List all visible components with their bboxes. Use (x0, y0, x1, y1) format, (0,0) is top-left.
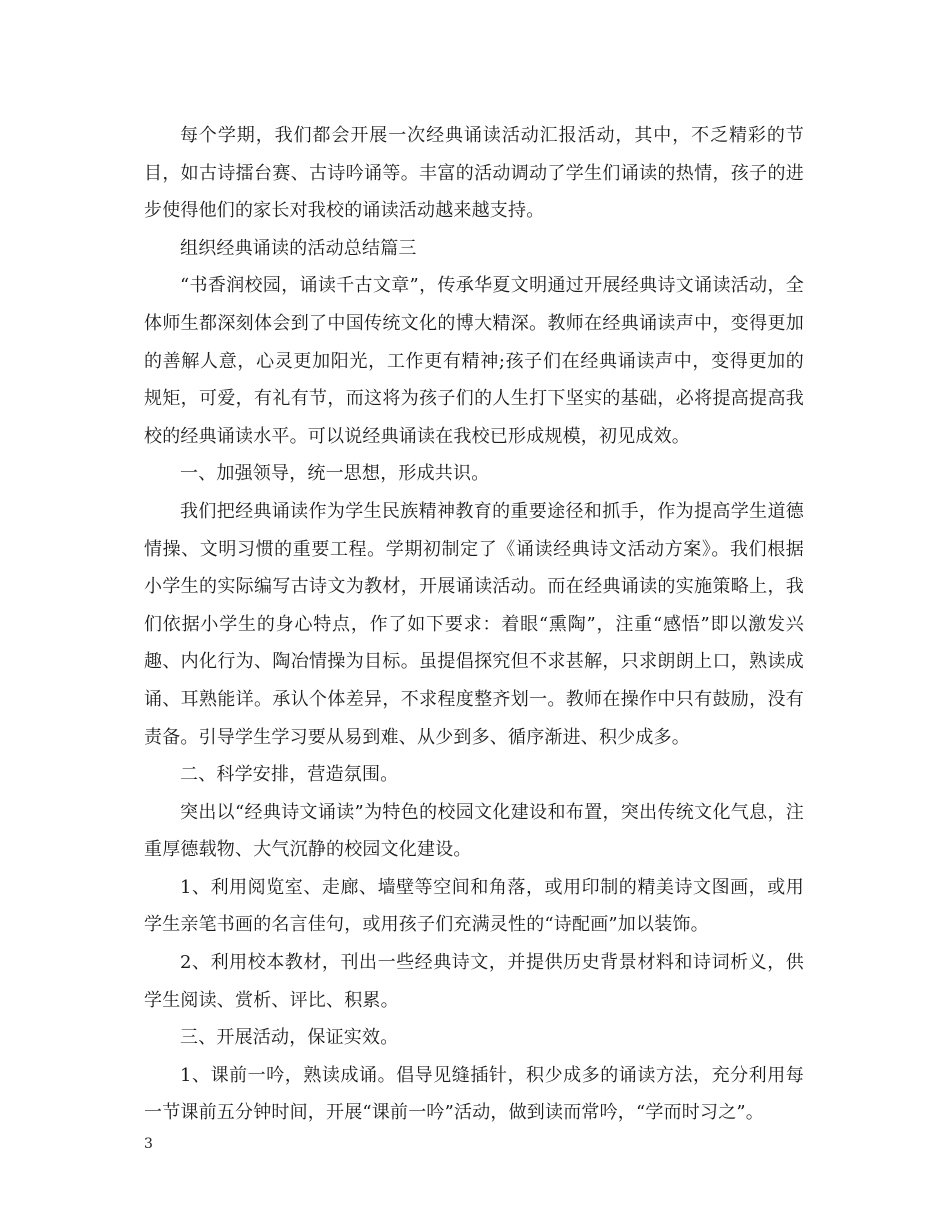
list-item-pre-class: 1、课前一吟，熟读成诵。倡导见缝插针，积少成多的诵读方法，充分利用每一节课前五分钟时间，开展“课前一吟”活动，做到读而常吟，“学而时习之”。 (144, 1064, 804, 1124)
subheading-atmosphere: 二、科学安排，营造氛围。 (180, 764, 399, 786)
subheading-leadership: 一、加强领导，统一思想，形成共识。 (180, 463, 490, 485)
paragraph-atmosphere: 突出以“经典诗文诵读”为特色的校园文化建设和布置，突出传统文化气息，注重厚德载物、大气沉静的校园文化建设。 (144, 801, 804, 861)
paragraph-intro: 每个学期，我们都会开展一次经典诵读活动汇报活动，其中，不乏精彩的节目，如古诗擂台赛、古诗吟诵等。丰富的活动调动了学生们诵读的热情，孩子的进步使得他们的家长对我校的诵读活动越来越支持。 (144, 125, 804, 222)
paragraph-overview: “书香润校园，诵读千古文章”，传承华夏文明通过开展经典诗文诵读活动，全体师生都深刻体会到了中国传统文化的博大精深。教师在经典诵读声中，变得更加的善解人意，心灵更加阳光，工作更有精神;孩子们在经典诵读声中，变得更加的规矩，可爱，有礼有节，而这将为孩子们的人生打下坚实的基础，必将提高提高我校的经典诵读水平。可以说经典诵读在我校已形成规模，初见成效。 (144, 275, 804, 447)
paragraph-leadership: 我们把经典诵读作为学生民族精神教育的重要途径和抓手，作为提高学生道德情操、文明习惯的重要工程。学期初制定了《诵读经典诗文活动方案》。我们根据小学生的实际编写古诗文为教材，开展诵读活动。而在经典诵读的实施策略上，我们依据小学生的身心特点，作了如下要求：着眼“熏陶”，注重“感悟”即以激发兴趣、内化行为、陶冶情操为目标。虽提倡探究但不求甚解，只求朗朗上口，熟读成诵、耳熟能详。承认个体差异，不求程度整齐划一。教师在操作中只有鼓励，没有责备。引导学生学习要从易到难、从少到多、循序渐进、积少成多。 (144, 500, 804, 748)
list-item-decoration: 1、利用阅览室、走廊、墙壁等空间和角落，或用印制的精美诗文图画，或用学生亲笔书画的名言佳句，或用孩子们充满灵性的“诗配画”加以装饰。 (144, 876, 804, 936)
list-item-textbook: 2、利用校本教材，刊出一些经典诗文，并提供历史背景材料和诗词析义，供学生阅读、赏析、评比、积累。 (144, 952, 804, 1011)
section-heading: 组织经典诵读的活动总结篇三 (180, 237, 417, 259)
document-body (144, 117, 804, 1132)
page-number: 3 (144, 1136, 153, 1152)
subheading-activities: 三、开展活动，保证实效。 (180, 1027, 399, 1049)
